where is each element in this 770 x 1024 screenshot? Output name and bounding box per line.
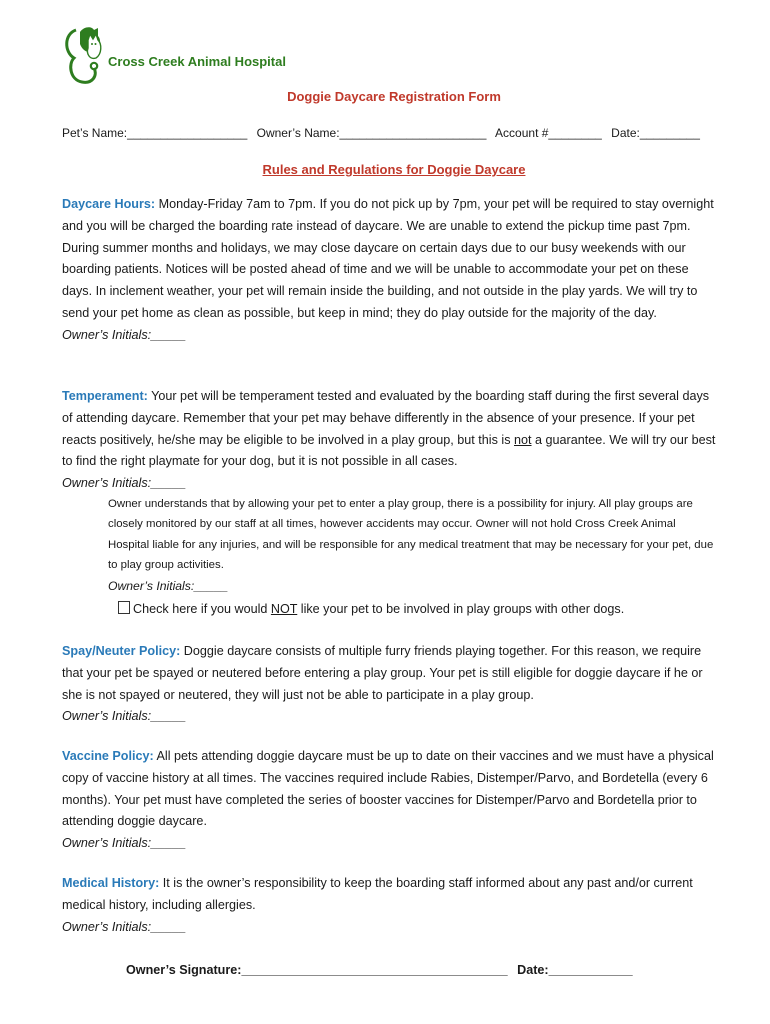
play-group-opt-out	[118, 601, 624, 616]
daycare-hours-text: Monday-Friday 7am to 7pm. If you do not pick up by 7pm, your pet will be required to stay overnight and you will be charged the boarding rate instead of daycare. We are unable to extend the pickup time past 7pm. During summer months and holidays, we may close daycare on certain days due to our busy weekends with our boarding patients. Notices will be posted ahead of time and we will be unable to accommodate your pet on these days. In inclement weather, your pet will remain inside the building, and not outside in the play yards. We will try to send your pet home as clean as possible, but keep in mind; they do play outside for the majority of the day.	[62, 197, 714, 320]
rules-title: Rules and Regulations for Doggie Daycare	[262, 162, 526, 177]
hospital-name: Cross Creek Animal Hospital	[108, 54, 286, 69]
liability-initials-field[interactable]: Owner’s Initials:_____	[108, 578, 229, 593]
temperament-text-after: a guarantee. We will try our best to find the right playmate for your dog, but it is not possible in all cases.	[62, 432, 716, 469]
daycare-hours-label: Daycare Hours:	[62, 197, 156, 211]
temperament-section	[62, 386, 722, 495]
date-field[interactable]: Date:_________	[611, 126, 700, 140]
daycare-hours-section	[62, 194, 722, 347]
account-number-field[interactable]: Account #________	[495, 126, 602, 140]
vaccine-policy-label: Vaccine Policy:	[62, 749, 154, 763]
liability-text: Owner understands that by allowing your pet to enter a play group, there is a possibility for injury. All play groups are closely monitored by our staff at all times, however accidents may occur. Owner will not hold Cross Creek Animal Hospital liable for any injuries, and will be responsible for any medical treatment that may be necessary for your pet, due to play group activities.	[108, 498, 714, 572]
vaccine-policy-text: All pets attending doggie daycare must be up to date on their vaccines and we must have a physical copy of vaccine history at all times. The vaccines required include Rabies, Distemper/Parvo, and Bordetella (every 6 months). Your pet must have completed the series of booster vaccines for Distemper/Parvo and Bordetella prior to attending doggie daycare.	[62, 749, 714, 829]
medical-history-text: It is the owner’s responsibility to keep the boarding staff informed about any past and/or current medical history, including allergies.	[62, 876, 693, 912]
spay-neuter-text: Doggie daycare consists of multiple furry friends playing together. For this reason, we require that your pet be spayed or neutered before entering a play group. Your pet is still eligible for doggie daycare if he or she is not spayed or neutered, they will just not be able to participate in a play group.	[62, 644, 703, 702]
opt-out-text: Check here if you would	[133, 602, 271, 616]
vaccine-initials-field[interactable]: Owner’s Initials:_____	[62, 836, 187, 851]
signature-row	[126, 963, 633, 977]
play-group-liability-notice	[108, 494, 718, 596]
daycare-hours-initials-field[interactable]: Owner’s Initials:_____	[62, 327, 187, 342]
temperament-label: Temperament:	[62, 389, 148, 403]
spay-neuter-section	[62, 641, 722, 728]
pet-info-row	[62, 126, 706, 140]
spay-neuter-initials-field[interactable]: Owner’s Initials:_____	[62, 709, 187, 724]
opt-out-emphasis: NOT	[270, 602, 298, 616]
form-title: Doggie Daycare Registration Form	[287, 89, 501, 104]
temperament-emphasis: not	[514, 432, 532, 447]
medical-history-initials-field[interactable]: Owner’s Initials:_____	[62, 919, 187, 934]
opt-out-text-after: like your pet to be involved in play groups with other dogs.	[297, 602, 625, 616]
temperament-text: Your pet will be temperament tested and evaluated by the boarding staff during the first several days of attending daycare. Remember that your pet may behave differently in the absence of your presence. If your pet reacts positively, he/she may be eligible to be involved in a play group, but this is	[62, 389, 710, 447]
owner-signature-field[interactable]: Owner’s Signature:______________________________________	[126, 963, 508, 977]
medical-history-label: Medical History:	[62, 876, 160, 890]
vaccine-policy-section	[62, 746, 722, 855]
signature-date-field[interactable]: Date:____________	[517, 963, 633, 977]
medical-history-section	[62, 873, 722, 938]
checkbox-icon[interactable]	[118, 601, 130, 614]
temperament-initials-field[interactable]: Owner’s Initials:_____	[62, 476, 187, 491]
owner-name-field[interactable]: Owner’s Name:______________________	[256, 126, 487, 140]
spay-neuter-label: Spay/Neuter Policy:	[62, 644, 181, 658]
dog-cat-stethoscope-icon	[58, 22, 114, 88]
pet-name-field[interactable]: Pet’s Name:__________________	[62, 126, 248, 140]
